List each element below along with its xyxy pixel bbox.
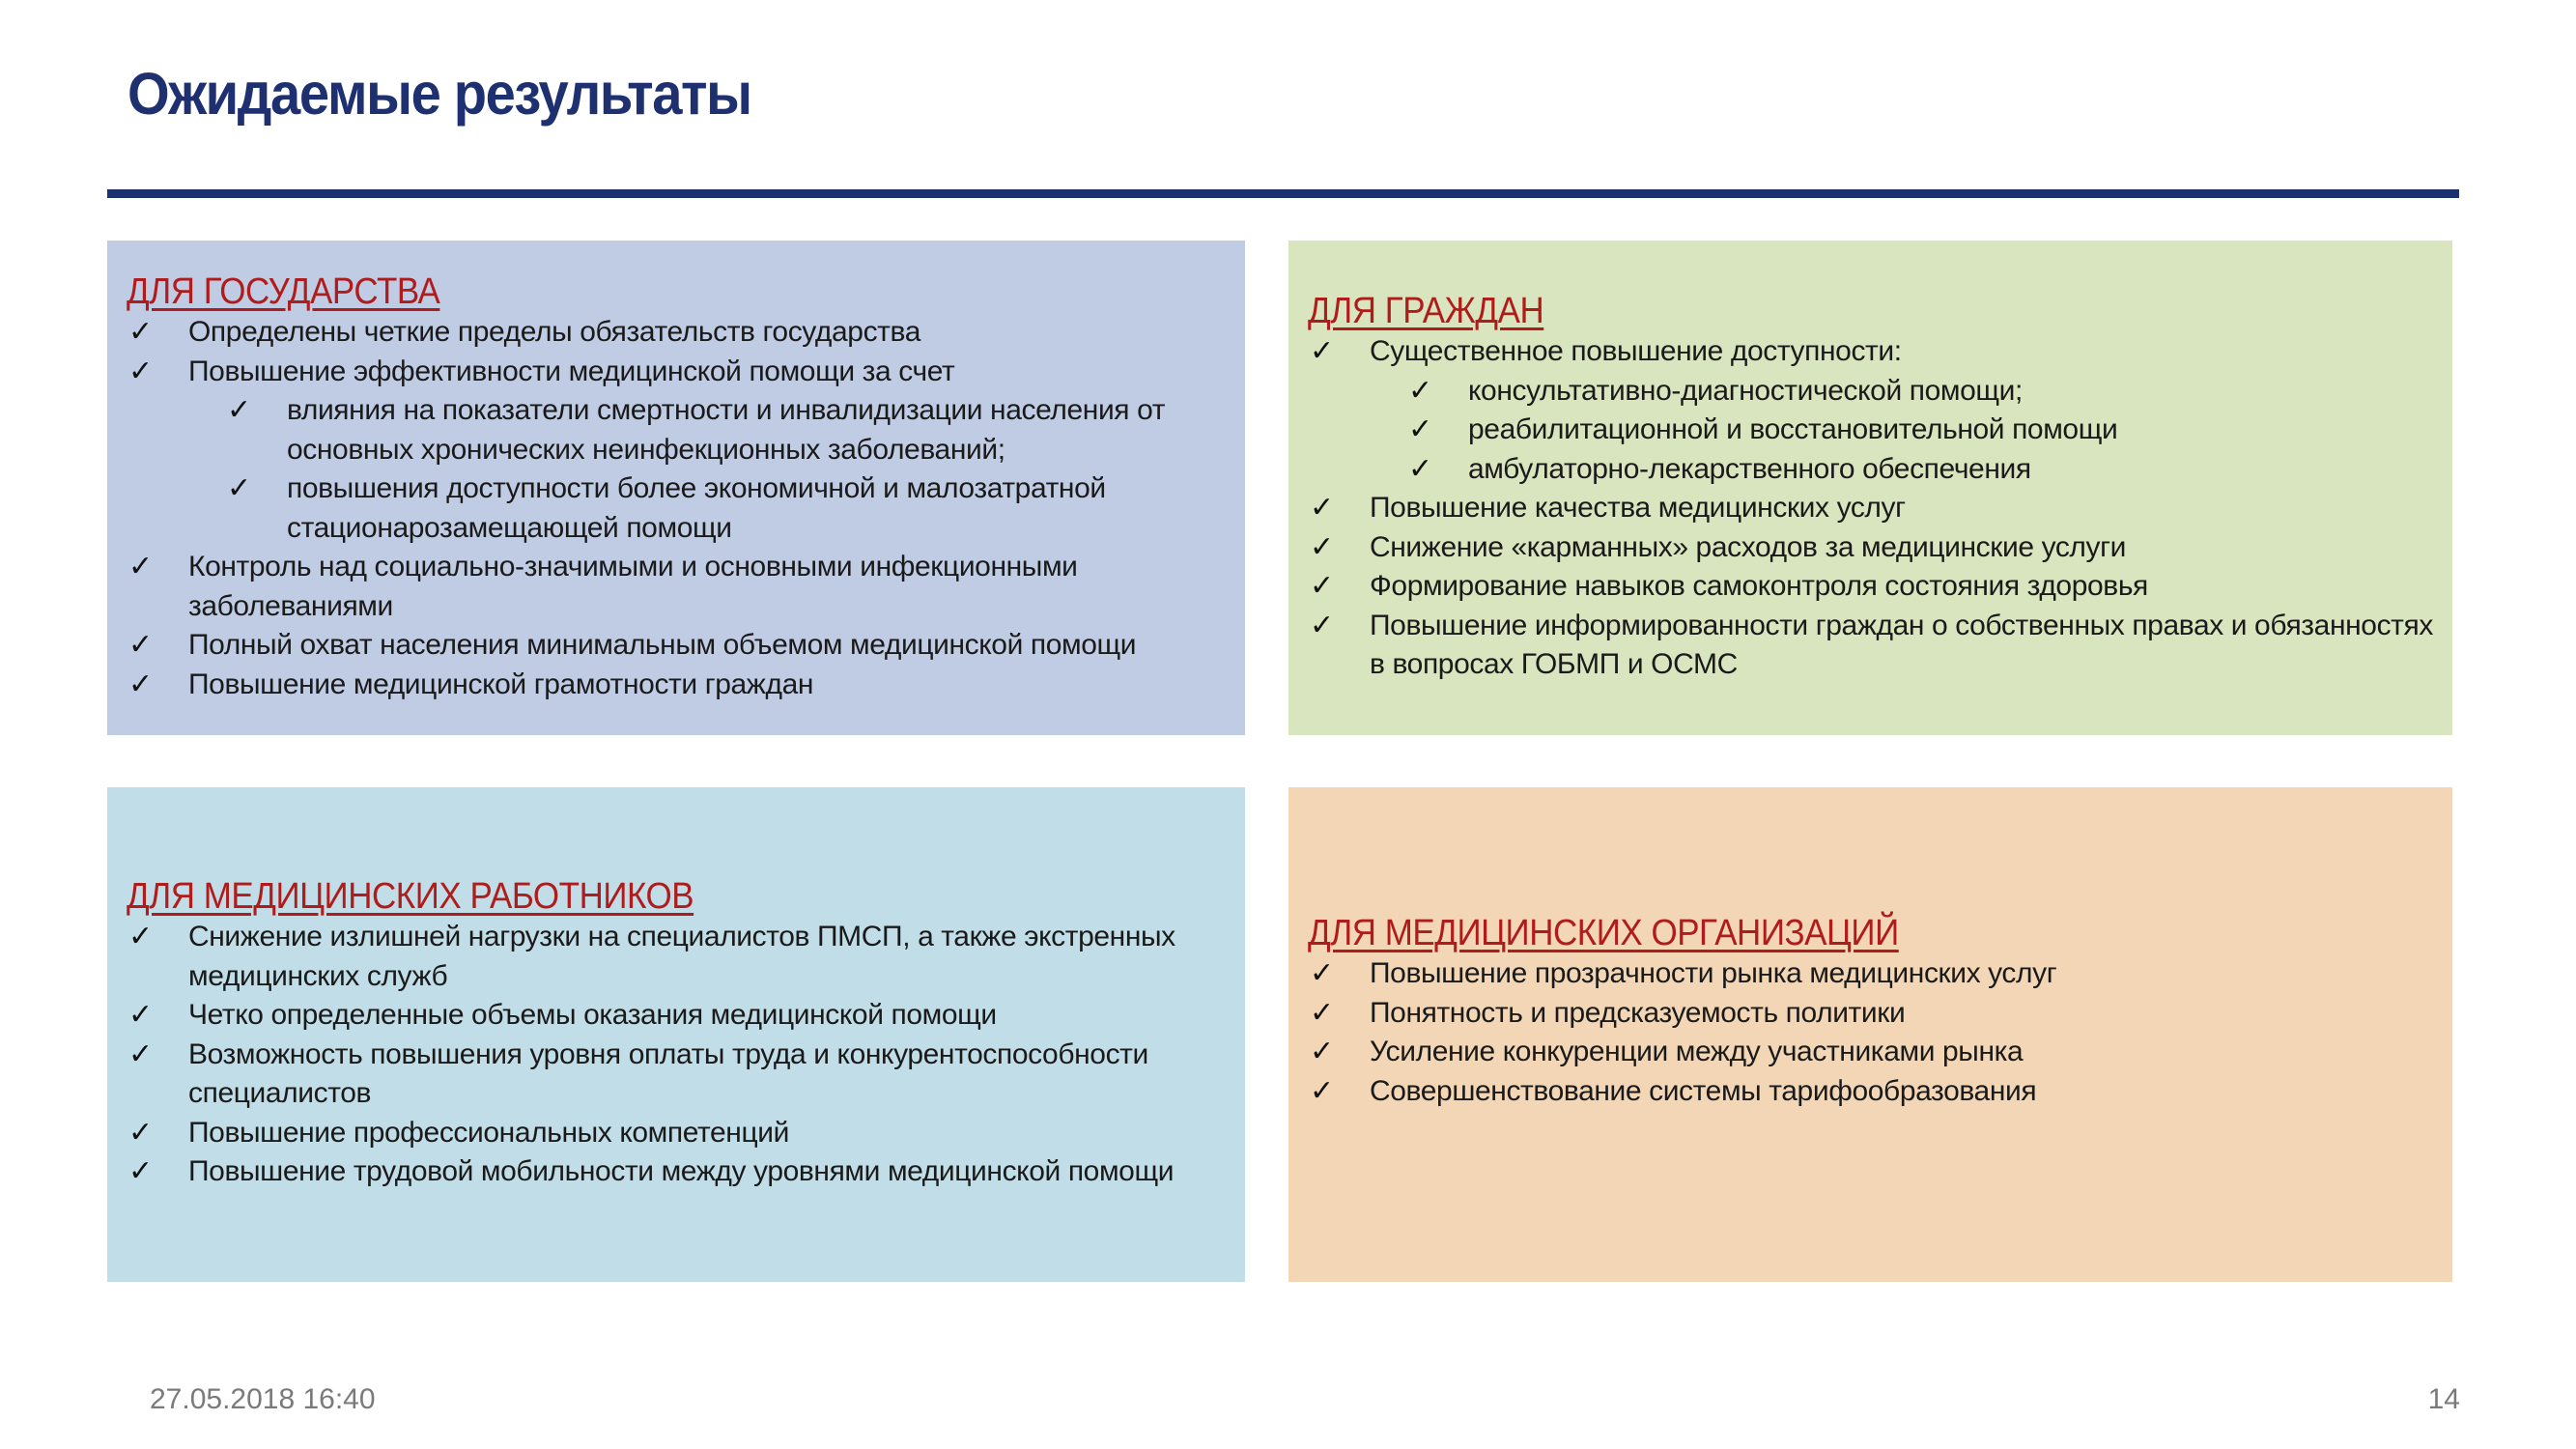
list-item-text: Повышение прозрачности рынка медицинских услуг — [1370, 957, 2057, 989]
list-item-text: реабилитационной и восстановительной помощи — [1468, 413, 2118, 445]
panel-heading: ДЛЯ МЕДИЦИНСКИХ ОРГАНИЗАЦИЙ — [1308, 913, 1899, 953]
list-item — [127, 1152, 1237, 1192]
bullet-list — [1308, 954, 2445, 1111]
checkmark-icon: ✓ — [1310, 1073, 1334, 1108]
sub-list-item — [1308, 372, 2445, 412]
checkmark-icon: ✓ — [227, 393, 251, 427]
checkmark-icon: ✓ — [128, 1154, 153, 1188]
page-number: 14 — [2427, 1383, 2460, 1415]
checkmark-icon: ✓ — [128, 550, 153, 583]
list-item-text: Снижение «карманных» расходов за медицинские услуги — [1370, 530, 2127, 563]
checkmark-icon: ✓ — [1408, 373, 1432, 408]
list-item — [127, 626, 1237, 666]
list-item — [1308, 994, 2445, 1034]
title-divider — [107, 189, 2459, 198]
checkmark-icon: ✓ — [128, 667, 153, 701]
footer-date: 27.05.2018 16:40 — [150, 1383, 376, 1415]
checkmark-icon: ✓ — [128, 998, 153, 1032]
panel-heading: ДЛЯ МЕДИЦИНСКИХ РАБОТНИКОВ — [127, 876, 694, 917]
list-item — [1308, 489, 2445, 528]
list-item-text: Существенное повышение доступности: — [1370, 335, 1902, 367]
list-item — [127, 996, 1237, 1036]
list-item — [1308, 607, 2445, 685]
panel-medical-organizations — [1288, 787, 2452, 1282]
page-title: Ожидаемые результаты — [127, 61, 751, 127]
list-item-text: консультативно-диагностической помощи; — [1468, 374, 2023, 407]
list-item — [127, 548, 1237, 626]
checkmark-icon: ✓ — [128, 354, 153, 388]
list-item-text: Определены четкие пределы обязательств государства — [188, 316, 920, 348]
list-item-text: Контроль над социально-значимыми и основными инфекционными заболеваниями — [188, 551, 1078, 622]
list-item-text: Возможность повышения уровня оплаты труда и конкурентоспособности специалистов — [188, 1037, 1148, 1109]
list-item — [127, 666, 1237, 705]
bullet-list — [127, 313, 1237, 704]
checkmark-icon: ✓ — [1310, 608, 1334, 642]
list-item — [127, 1114, 1237, 1153]
checkmark-icon: ✓ — [1310, 956, 1334, 990]
list-item-text: Повышение эффективности медицинской помощи за счет — [188, 355, 955, 387]
sub-list-item — [127, 391, 1237, 469]
list-item-text: Совершенствование системы тарифообразования — [1370, 1074, 2037, 1107]
checkmark-icon: ✓ — [1408, 412, 1432, 446]
panel-state — [107, 241, 1245, 735]
list-item-text: Повышение профессиональных компетенций — [188, 1116, 789, 1149]
list-item — [127, 353, 1237, 392]
list-item — [1308, 332, 2445, 372]
panel-heading: ДЛЯ ГРАЖДАН — [1308, 291, 1544, 331]
panel-heading: ДЛЯ ГОСУДАРСТВА — [127, 271, 440, 312]
checkmark-icon: ✓ — [128, 628, 153, 662]
sub-list-item — [127, 469, 1237, 548]
list-item-text: влияния на показатели смертности и инвалидизации населения от основных хронических неинфекционных заболеваний; — [287, 394, 1166, 466]
checkmark-icon: ✓ — [128, 315, 153, 349]
list-item-text: Четко определенные объемы оказания медицинской помощи — [188, 999, 997, 1031]
list-item — [127, 313, 1237, 353]
list-item-text: Повышение трудовой мобильности между уровнями медицинской помощи — [188, 1155, 1175, 1187]
list-item — [127, 1036, 1237, 1114]
list-item-text: Полный охват населения минимальным объемом медицинской помощи — [188, 629, 1137, 661]
checkmark-icon: ✓ — [128, 920, 153, 953]
list-item-text: Повышение качества медицинских услуг — [1370, 492, 1906, 524]
list-item-text: Усиление конкуренции между участниками рынка — [1370, 1036, 2024, 1067]
panel-medical-workers — [107, 787, 1245, 1282]
list-item-text: Понятность и предсказуемость политики — [1370, 996, 1906, 1029]
list-item-text: повышения доступности более экономичной и малозатратной стационарозамещающей помощи — [287, 472, 1106, 544]
sub-list-item — [1308, 450, 2445, 490]
checkmark-icon: ✓ — [1310, 569, 1334, 603]
list-item-text: амбулаторно-лекарственного обеспечения — [1468, 452, 2031, 485]
checkmark-icon: ✓ — [1310, 529, 1334, 564]
panel-citizens — [1288, 241, 2452, 735]
list-item — [1308, 954, 2445, 994]
list-item — [1308, 1033, 2445, 1072]
list-item-text: Снижение излишней нагрузки на специалистов ПМСП, а также экстренных медицинских служб — [188, 921, 1175, 992]
checkmark-icon: ✓ — [128, 1037, 153, 1071]
checkmark-icon: ✓ — [1408, 451, 1432, 486]
list-item-text: Повышение информированности граждан о собственных правах и обязанностях в вопросах ГОБМП и ОСМС — [1370, 609, 2433, 680]
checkmark-icon: ✓ — [1310, 491, 1334, 525]
bullet-list — [127, 918, 1237, 1192]
checkmark-icon: ✓ — [1310, 334, 1334, 368]
list-item — [1308, 567, 2445, 607]
list-item — [127, 918, 1237, 996]
list-item — [1308, 528, 2445, 568]
sub-list-item — [1308, 411, 2445, 450]
bullet-list — [1308, 332, 2445, 685]
list-item-text: Повышение медицинской грамотности граждан — [188, 668, 814, 700]
list-item-text: Формирование навыков самоконтроля состояния здоровья — [1370, 570, 2148, 602]
checkmark-icon: ✓ — [227, 471, 251, 505]
list-item — [1308, 1072, 2445, 1112]
checkmark-icon: ✓ — [1310, 995, 1334, 1030]
checkmark-icon: ✓ — [128, 1115, 153, 1150]
checkmark-icon: ✓ — [1310, 1035, 1334, 1068]
